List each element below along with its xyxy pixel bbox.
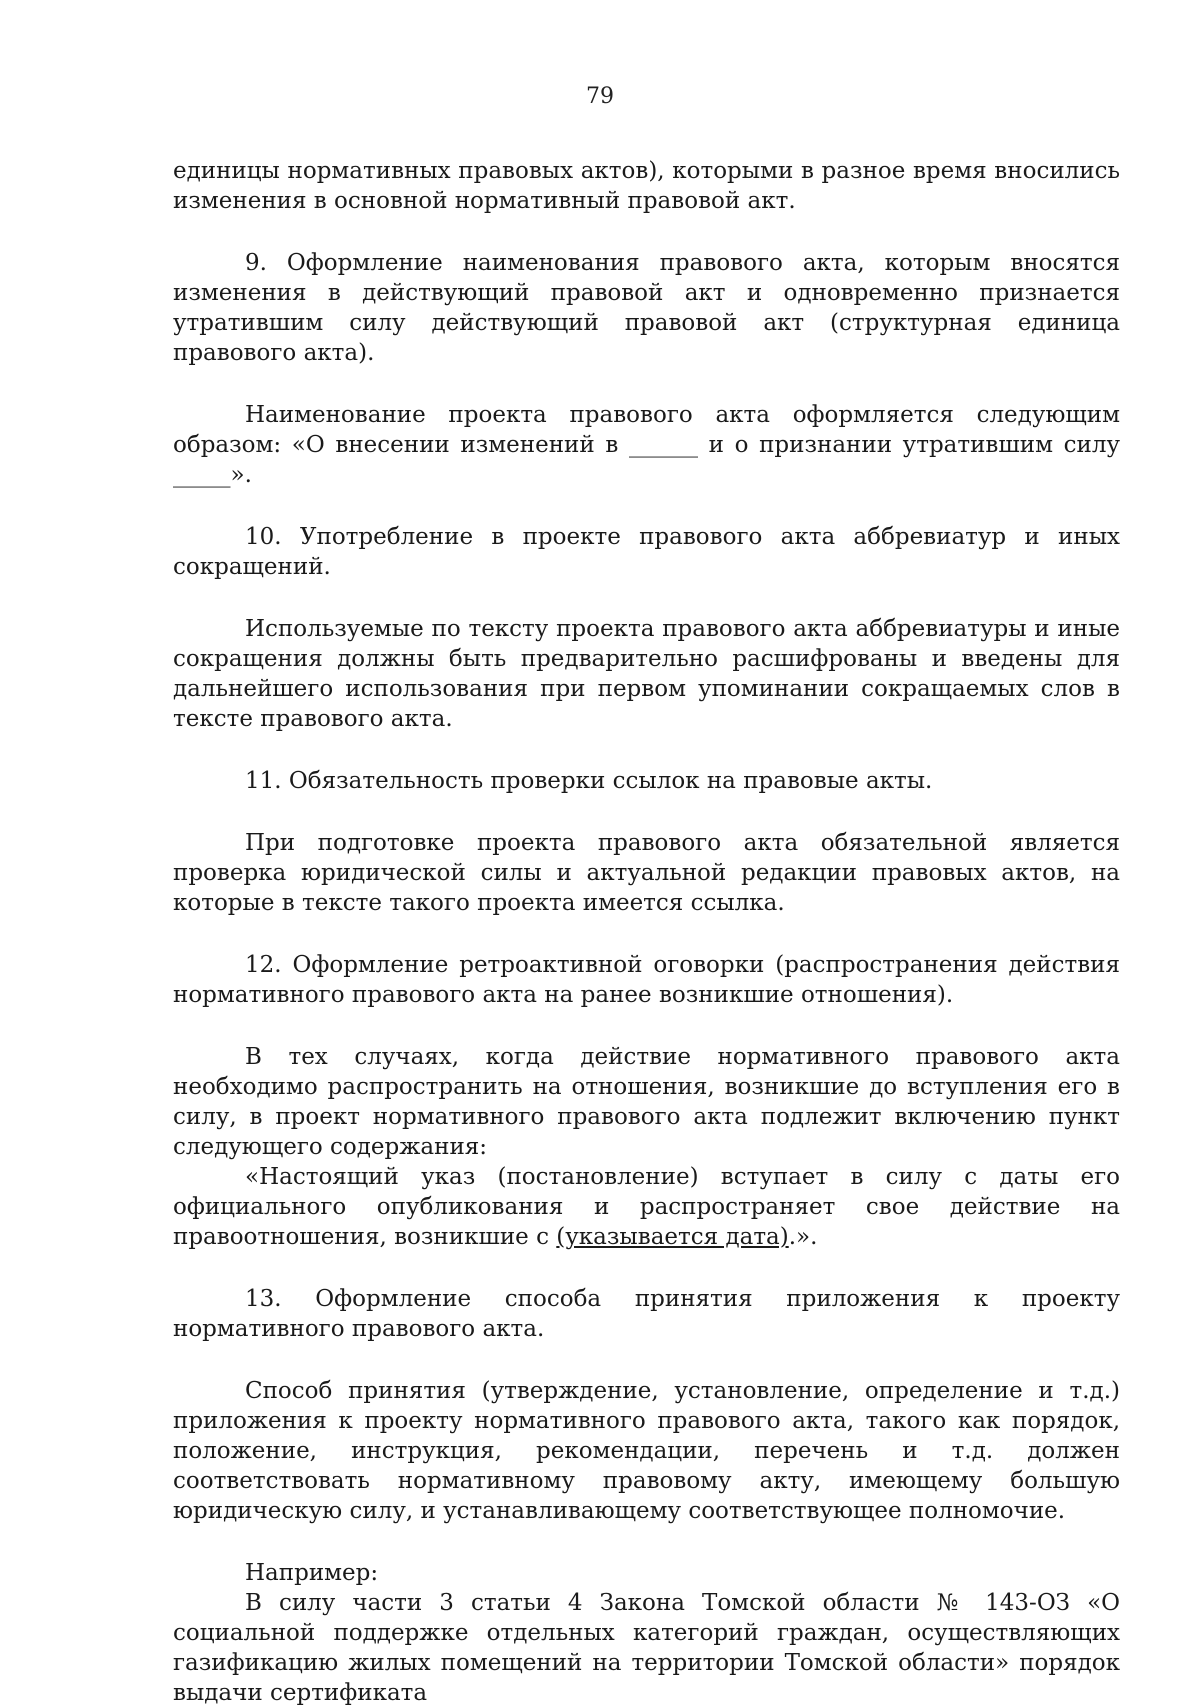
quote-text: «Настоящий указ (постановление) вступает в силу с даты его официального опубликования и распространяет свое действие на правоотношения, возникшие с	[173, 1164, 1120, 1250]
section-heading-11: 11. Обязательность проверки ссылок на правовые акты.	[245, 768, 933, 794]
quote-ending: .».	[788, 1224, 818, 1250]
paragraph-title-format: Наименование проекта правового акта оформляется следующим образом: «О внесении изменений в ______ и о признании утратившим силу _____».	[173, 402, 1120, 488]
section-heading-10: 10. Употребление в проекте правового акта аббревиатур и иных сокращений.	[173, 524, 1120, 580]
quote-date-placeholder: (указывается дата)	[556, 1224, 789, 1250]
paragraph-adoption-method: Способ принятия (утверждение, установление, определение и т.д.) приложения к проекту нормативного правового акта, такого как порядок, положение, инструкция, рекомендации, перечень и т.д. должен соответствовать нормативному правовому акту, имеющему большую юридическую силу, и устанавливающему соответствующее полномочие.	[173, 1378, 1120, 1524]
paragraph-example-label: Например:	[245, 1560, 379, 1586]
section-heading-13: 13. Оформление способа принятия приложения к проекту нормативного правового акта.	[173, 1286, 1120, 1342]
paragraph-retroactive-quote	[173, 1162, 1120, 1252]
paragraph-link-check: При подготовке проекта правового акта обязательной является проверка юридической силы и актуальной редакции правовых актов, на которые в тексте такого проекта имеется ссылка.	[173, 830, 1120, 916]
paragraph-continuation: единицы нормативных правовых актов), которыми в разное время вносились изменения в основной нормативный правовой акт.	[173, 158, 1120, 214]
paragraph-example: В силу части 3 статьи 4 Закона Томской области № 143-ОЗ «О социальной поддержке отдельных категорий граждан, осуществляющих газификацию жилых помещений на территории Томской области» порядок выдачи сертификата	[173, 1590, 1120, 1706]
section-heading-9: 9. Оформление наименования правового акта, которым вносятся изменения в действующий правовой акт и одновременно признается утратившим силу действующий правовой акт (структурная единица правового акта).	[173, 250, 1120, 366]
section-heading-12: 12. Оформление ретроактивной оговорки (распространения действия нормативного правового акта на ранее возникшие отношения).	[173, 952, 1120, 1008]
page-number: 79	[586, 84, 614, 109]
paragraph-retroactive: В тех случаях, когда действие нормативного правового акта необходимо распространить на отношения, возникшие до вступления его в силу, в проект нормативного правового акта подлежит включению пункт следующего содержания:	[173, 1044, 1120, 1160]
document-body	[173, 156, 1120, 1708]
paragraph-abbreviations: Используемые по тексту проекта правового акта аббревиатуры и иные сокращения должны быть предварительно расшифрованы и введены для дальнейшего использования при первом упоминании сокращаемых слов в тексте правового акта.	[173, 616, 1120, 732]
